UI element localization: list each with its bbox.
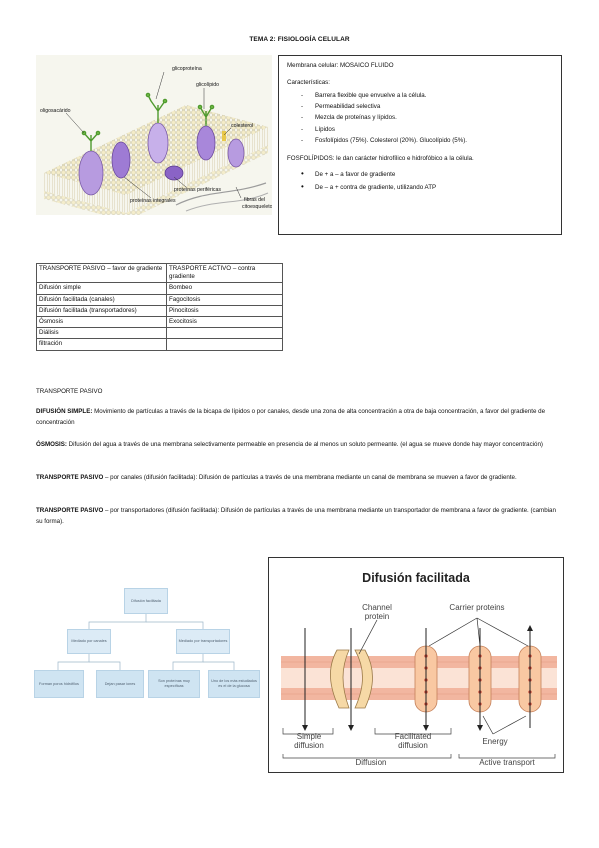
term: TRANSPORTE PASIVO: [36, 507, 104, 514]
passive-transport-title: TRANSPORTE PASIVO: [36, 388, 103, 395]
label-facilitated-diffusion: diffusion: [398, 741, 428, 750]
table-cell: [167, 339, 283, 350]
label-protein: protein: [364, 612, 390, 621]
header-active: TRASPORTE ACTIVO – contra gradiente: [167, 264, 283, 283]
term: TRANSPORTE PASIVO: [36, 474, 104, 481]
definition: – por transportadores (difusión facilitada): Difusión de partículas a través de una membrana mediante un transportador de membrana a favor de gradiente. (cambian su forma).: [36, 507, 556, 526]
carrier-proteins: [415, 646, 541, 712]
membrane-info-box: [278, 55, 562, 235]
table-row: [37, 317, 283, 328]
characteristics-list: [287, 90, 553, 146]
integral-protein: [197, 126, 215, 160]
table-header-row: [37, 264, 283, 283]
node-leaf: Dejan pasar iones: [96, 670, 144, 698]
definition: Movimiento de partículas a través de la bicapa de lípidos o por canales, desde una zona de alta concentración a otra de baja concentración, a favor del gradiente de concentración: [36, 408, 546, 427]
osmosis-paragraph: [36, 439, 564, 450]
label-glycolipid: glicolípido: [196, 82, 220, 88]
table-row: [37, 294, 283, 305]
label-active-transport: Active transport: [479, 758, 535, 767]
list-item: - Barrera flexible que envuelve a la célula.: [315, 90, 553, 101]
table-cell: Difusión simple: [37, 283, 167, 294]
node-root: Difusión facilitada: [124, 588, 168, 614]
label-facilitated: Facilitated: [394, 732, 432, 741]
header-passive: TRANSPORTE PASIVO – favor de gradiente: [37, 264, 167, 283]
table-cell: Diálisis: [37, 328, 167, 339]
gradient-list: [287, 168, 553, 194]
label-cytoskeleton-2: citoesqueleto: [242, 204, 272, 210]
label-glycoprotein: glicoproteína: [172, 66, 202, 72]
table-cell: [167, 328, 283, 339]
list-item: - Fosfolípidos (75%). Colesterol (20%). Glucolípido (5%).: [315, 135, 553, 146]
page-title: TEMA 2: FISIOLOGÍA CELULAR: [249, 36, 350, 43]
facilitated-diffusion-hierarchy: [28, 582, 264, 714]
figure-title: Difusión facilitada: [362, 571, 470, 585]
term: DIFUSIÓN SIMPLE:: [36, 408, 93, 415]
definition: Difusión del agua a través de una membrana selectivamente permeable en presencia de al menos un soluto permeante. (el agua se mueve donde hay mayor concentración): [66, 441, 543, 448]
carriers-paragraph: [36, 505, 564, 527]
label-simple-diffusion: diffusion: [294, 741, 324, 750]
list-item: • De – a + contra de gradiente, utilizando ATP: [315, 181, 553, 194]
list-item: - Mezcla de proteínas y lípidos.: [315, 112, 553, 123]
table-cell: Ósmosis: [37, 317, 167, 328]
label-carrier-proteins: Carrier proteins: [449, 603, 505, 612]
phospholipids-note: FOSFOLÍPIDOS: le dan carácter hidrofílico e hidrofóbico a la célula.: [287, 155, 474, 163]
integral-protein: [79, 151, 103, 195]
membrane-illustration: [36, 55, 272, 215]
integral-protein: [148, 123, 168, 163]
table-row: [37, 328, 283, 339]
table-cell: Fagocitosis: [167, 294, 283, 305]
label-oligosaccharide: oligosacárido: [40, 108, 71, 114]
transport-table: [36, 263, 283, 351]
definition: – por canales (difusión facilitada): Difusión de partículas a través de una membrana mediante un canal de membrana se mueven a favor de gradiente.: [103, 474, 517, 481]
table-cell: filtración: [37, 339, 167, 350]
list-item: - Permeabilidad selectiva: [315, 101, 553, 112]
table-cell: Bombeo: [167, 283, 283, 294]
table-row: [37, 305, 283, 316]
list-item: • De + a – a favor de gradiente: [315, 168, 553, 181]
table-cell: Difusión facilitada (canales): [37, 294, 167, 305]
label-diffusion: Diffusion: [355, 758, 387, 767]
node-leaf: Uno de los más estudiados es el de la glucosa: [208, 670, 260, 698]
label-cholesterol: colesterol: [231, 123, 254, 129]
table-row: [37, 339, 283, 350]
facilitated-diffusion-figure: [268, 557, 564, 773]
integral-protein: [112, 142, 130, 178]
list-item: - Lípidos: [315, 124, 553, 135]
label-cytoskeleton-1: fibras del: [244, 197, 266, 203]
table-row: [37, 283, 283, 294]
label-channel: Channel: [362, 603, 392, 612]
peripheral-protein: [165, 166, 183, 180]
label-integral-proteins: proteínas integrales: [130, 198, 176, 204]
node-carriers: Mediado por transportadores: [176, 629, 230, 654]
characteristics-label: Características:: [287, 79, 330, 86]
simple-diffusion-paragraph: [36, 406, 564, 428]
info-heading: Membrana celular: MOSAICO FLUIDO: [287, 62, 394, 69]
integral-protein: [228, 139, 244, 167]
node-leaf: Forman poros hidrófilos: [34, 670, 84, 698]
label-energy: Energy: [482, 737, 508, 746]
label-peripheral-proteins: proteínas periféricas: [174, 187, 221, 193]
node-leaf: Son proteínas muy específicas: [148, 670, 200, 698]
term: ÓSMOSIS:: [36, 441, 67, 448]
node-channels: Mediado por canales: [67, 629, 111, 654]
table-cell: Pinocitosis: [167, 305, 283, 316]
table-cell: Difusión facilitada (transportadores): [37, 305, 167, 316]
table-cell: Exocitosis: [167, 317, 283, 328]
channels-paragraph: [36, 472, 564, 483]
label-simple: Simple: [296, 732, 322, 741]
